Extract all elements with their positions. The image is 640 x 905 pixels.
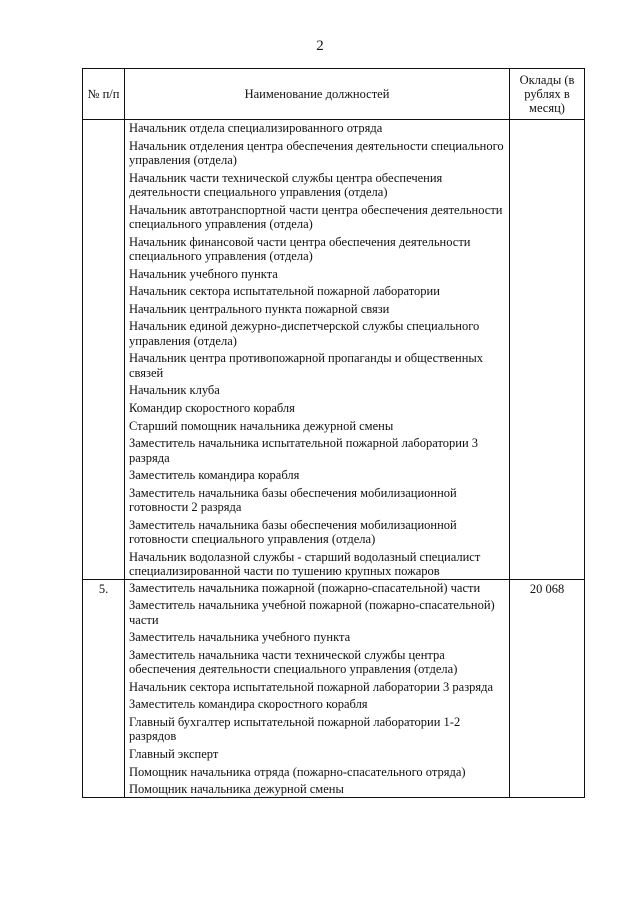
position-item: Начальник сектора испытательной пожарной лаборатории 3 разряда xyxy=(129,679,494,694)
position-item: Заместитель начальника учебной пожарной (пожарно-спасательной) части xyxy=(129,598,495,627)
row-number-cell xyxy=(83,579,125,797)
row-number: 5. xyxy=(98,581,109,596)
position-item: Начальник центрального пункта пожарной связи xyxy=(129,301,390,316)
position-item: Начальник отделения центра обеспечения деятельности специального управления (отдела) xyxy=(129,138,504,167)
row-number xyxy=(83,120,124,122)
position-item: Заместитель командира корабля xyxy=(129,468,300,483)
position-item: Начальник сектора испытательной пожарной лаборатории xyxy=(129,284,440,299)
position-item: Заместитель начальника пожарной (пожарно-спасательной) части xyxy=(129,580,481,595)
position-item: Начальник части технической службы центра обеспечения деятельности специального управления (отдела) xyxy=(129,170,443,199)
positions-salary-table xyxy=(82,68,585,798)
position-item: Начальник клуба xyxy=(129,383,220,398)
page-number: 2 xyxy=(316,38,324,54)
position-item: Заместитель командира скоростного корабля xyxy=(129,697,368,712)
salary-value xyxy=(510,120,584,122)
table-row xyxy=(83,120,585,580)
positions-cell xyxy=(125,120,510,580)
position-item: Заместитель начальника учебного пункта xyxy=(129,630,351,645)
position-item: Начальник единой дежурно-диспетчерской службы специального управления (отдела) xyxy=(129,319,480,348)
position-item: Заместитель начальника базы обеспечения мобилизационной готовности специального управления (отдела) xyxy=(129,517,457,547)
table-header-row xyxy=(83,69,585,120)
header-number: № п/п xyxy=(83,69,125,120)
positions-cell xyxy=(125,579,510,797)
position-item: Главный эксперт xyxy=(129,746,219,761)
position-item: Помощник начальника дежурной смены xyxy=(129,782,344,797)
position-item: Начальник финансовой части центра обеспечения деятельности специального управления (отдела) xyxy=(129,234,471,263)
position-item: Командир скоростного корабля xyxy=(129,400,295,415)
position-item: Заместитель начальника базы обеспечения мобилизационной готовности 2 разряда xyxy=(129,485,457,515)
position-item: Начальник отдела специализированного отряда xyxy=(129,121,383,135)
salary-cell xyxy=(510,120,585,580)
header-position-name: Наименование должностей xyxy=(125,69,510,120)
position-item: Помощник начальника отряда (пожарно-спасательного отряда) xyxy=(129,764,466,779)
salary-value: 20 068 xyxy=(529,581,565,596)
positions-list xyxy=(125,120,509,579)
position-item: Старший помощник начальника дежурной смены xyxy=(129,418,394,433)
position-item: Начальник учебного пункта xyxy=(129,266,278,281)
position-item: Заместитель начальника части технической службы центра обеспечения деятельности специального управления (отдела) xyxy=(129,647,458,677)
positions-list xyxy=(125,580,509,797)
row-number-cell xyxy=(83,120,125,580)
position-item: Начальник автотранспортной части центра обеспечения деятельности специального управления (отдела) xyxy=(129,202,503,231)
position-item: Заместитель начальника испытательной пожарной лаборатории 3 разряда xyxy=(129,436,479,465)
position-item: Начальник центра противопожарной пропаганды и общественных связей xyxy=(129,351,484,380)
table-row xyxy=(83,579,585,797)
position-item: Начальник водолазной службы - старший водолазный специалист специализированной части по тушению крупных пожаров xyxy=(129,549,481,579)
salary-cell xyxy=(510,579,585,797)
position-item: Главный бухгалтер испытательной пожарной лаборатории 1-2 разрядов xyxy=(129,714,461,744)
header-salary: Оклады (в рублях в месяц) xyxy=(510,69,585,120)
